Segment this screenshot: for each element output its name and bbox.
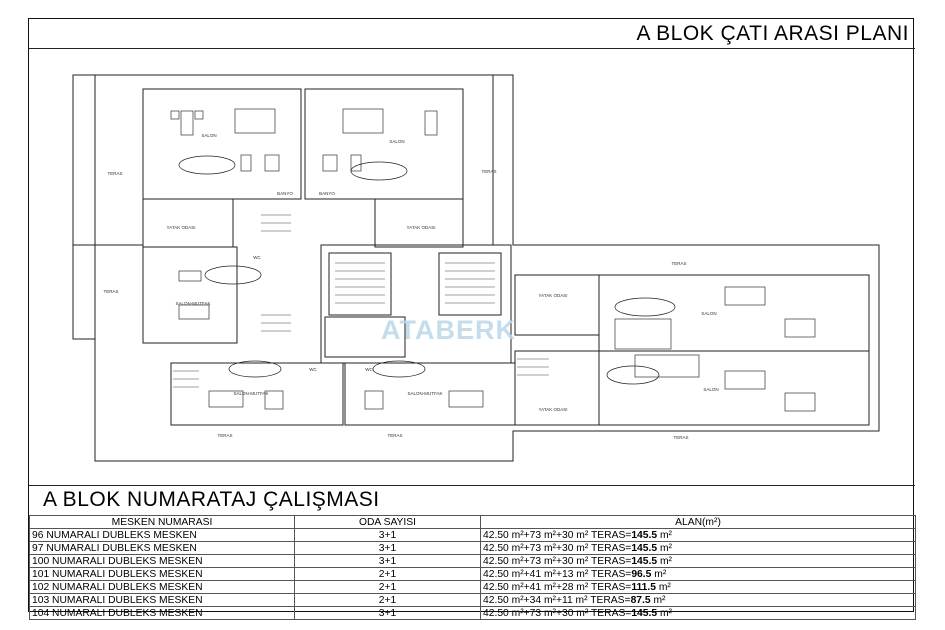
room-label: BANYO [319, 191, 335, 196]
room-label: YATAK ODASI [538, 407, 568, 412]
unit-number-cell: 104 NUMARALI DUBLEKS MESKEN [30, 607, 295, 620]
unit-number-cell: 100 NUMARALI DUBLEKS MESKEN [30, 555, 295, 568]
area-cell [481, 607, 916, 620]
terrace-label: TERAS [107, 171, 123, 176]
area-cell [481, 555, 916, 568]
area-cell [481, 568, 916, 581]
area-breakdown: 42.50 m²+73 m²+30 m² TERAS= [483, 542, 632, 554]
area-breakdown: 42.50 m²+41 m²+28 m² TERAS= [483, 581, 632, 593]
table-row [30, 568, 916, 581]
table-heading: A BLOK NUMARATAJ ÇALIŞMASI [43, 488, 380, 511]
room [599, 351, 869, 425]
stair-core [329, 253, 391, 315]
unit-number-cell: 96 NUMARALI DUBLEKS MESKEN [30, 529, 295, 542]
room-label: YATAK ODASI [406, 225, 436, 230]
floor-plan [29, 19, 915, 485]
area-cell [481, 529, 916, 542]
room [599, 275, 869, 351]
table-row [30, 581, 916, 594]
area-total: 145.5 [631, 607, 658, 619]
room-label: SALON-MUTFAK [233, 391, 269, 396]
area-unit: m² [650, 594, 666, 606]
room-label: SALON [389, 139, 405, 144]
room-count-cell: 2+1 [295, 581, 481, 594]
apartment-block [143, 89, 301, 199]
drawing-sheet [28, 18, 914, 619]
apartment-block [305, 89, 463, 199]
room-label: WC [253, 255, 261, 260]
room-label: SALON [701, 311, 717, 316]
room-label: SALON-MUTFAK [175, 301, 211, 306]
table-row [30, 594, 916, 607]
area-total: 145.5 [631, 542, 658, 554]
area-breakdown: 42.50 m²+73 m²+30 m² TERAS= [483, 607, 632, 619]
unit-number-cell: 103 NUMARALI DUBLEKS MESKEN [30, 594, 295, 607]
room-label: YATAK ODASI [538, 293, 568, 298]
area-total: 111.5 [631, 581, 656, 593]
room-label: WC [309, 367, 317, 372]
terrace-label: TERAS [387, 433, 403, 438]
area-unit: m² [651, 568, 667, 580]
area-breakdown: 42.50 m²+73 m²+30 m² TERAS= [483, 555, 632, 567]
sheet-title: A BLOK ÇATI ARASI PLANI [636, 22, 909, 45]
room-count-cell: 3+1 [295, 607, 481, 620]
area-breakdown: 42.50 m²+41 m²+13 m² TERAS= [483, 568, 632, 580]
room [515, 351, 599, 425]
area-total: 87.5 [630, 594, 651, 606]
table-row [30, 607, 916, 620]
area-unit: m² [655, 581, 671, 593]
terrace-label: TERAS [671, 261, 687, 266]
column-header: MESKEN NUMARASI [30, 516, 295, 529]
area-breakdown: 42.50 m²+34 m²+11 m² TERAS= [483, 594, 631, 606]
area-unit: m² [657, 529, 672, 541]
room-label: SALON [201, 133, 217, 138]
area-total: 145.5 [631, 529, 658, 541]
terrace-label: TERAS [481, 169, 497, 174]
room [143, 247, 237, 343]
column-header: ALAN(m²) [481, 516, 916, 529]
room-count-cell: 3+1 [295, 555, 481, 568]
room-label: YATAK ODASI [166, 225, 196, 230]
room-count-cell: 3+1 [295, 529, 481, 542]
terrace-label: TERAS [673, 435, 689, 440]
room-count-cell: 3+1 [295, 542, 481, 555]
terrace-label: TERAS [217, 433, 233, 438]
column-header: ODA SAYISI [295, 516, 481, 529]
room-label: SALON-MUTFAK [407, 391, 443, 396]
room [143, 199, 233, 247]
unit-number-cell: 102 NUMARALI DUBLEKS MESKEN [30, 581, 295, 594]
area-cell [481, 594, 916, 607]
unit-number-cell: 97 NUMARALI DUBLEKS MESKEN [30, 542, 295, 555]
area-unit: m² [657, 555, 672, 567]
room-count-cell: 2+1 [295, 594, 481, 607]
area-unit: m² [657, 542, 672, 554]
table-heading-bar [29, 485, 915, 515]
table-header-row [30, 516, 916, 529]
room [375, 199, 463, 247]
room-label: BANYO [277, 191, 293, 196]
room-label: WC [365, 367, 373, 372]
area-total: 96.5 [631, 568, 652, 580]
room [515, 275, 599, 335]
table-row [30, 555, 916, 568]
area-breakdown: 42.50 m²+73 m²+30 m² TERAS= [483, 529, 632, 541]
watermark: ATABERK [381, 315, 516, 345]
area-total: 145.5 [631, 555, 658, 567]
unit-number-cell: 101 NUMARALI DUBLEKS MESKEN [30, 568, 295, 581]
table-row [30, 529, 916, 542]
building-outline [73, 75, 879, 461]
area-cell [481, 542, 916, 555]
area-unit: m² [657, 607, 672, 619]
stair-core [439, 253, 501, 315]
area-cell [481, 581, 916, 594]
room-count-cell: 2+1 [295, 568, 481, 581]
terrace-label: TERAS [103, 289, 119, 294]
unit-table [29, 515, 916, 620]
table-row [30, 542, 916, 555]
room-label: SALON [703, 387, 719, 392]
